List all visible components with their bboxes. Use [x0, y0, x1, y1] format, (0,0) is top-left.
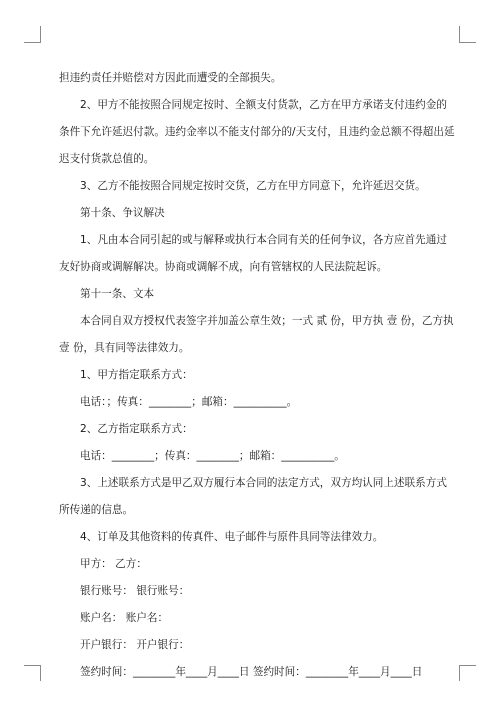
- crop-mark-top-left: [40, 26, 41, 42]
- text-line: 账户名： 账户名：: [80, 612, 169, 624]
- text-line: 2、乙方指定联系方式：: [80, 423, 193, 435]
- crop-mark-top-right: [459, 26, 460, 42]
- text-line: 银行账号： 银行账号：: [80, 585, 190, 597]
- text-line: 条件下允许延迟付款。违约金率以不能支付部分的/天支付，且违约金总额不得超出延: [59, 126, 455, 138]
- text-line: 3、乙方不能按照合同规定按时交货，乙方在甲方同意下，允许延迟交货。: [80, 180, 426, 192]
- text-line: 4、订单及其他资料的传真件、电子邮件与原件具同等法律效力。: [80, 531, 384, 543]
- text-line: 友好协商或调解解决。协商或调解不成，向有管辖权的人民法院起诉。: [59, 261, 388, 273]
- text-line: 1、甲方指定联系方式：: [80, 369, 193, 381]
- crop-mark-top-left-h: [24, 42, 41, 43]
- text-line: 所传递的信息。: [59, 504, 134, 516]
- text-line: 签约时间：________年____月____日 签约时间：________年____月____日: [80, 666, 423, 678]
- text-line: 1、凡由本合同引起的或与解释或执行本合同有关的任何争议，各方应首先通过: [80, 234, 447, 246]
- crop-mark-bottom-right-h: [459, 665, 476, 666]
- crop-mark-bottom-left-h: [24, 665, 41, 666]
- text-line: 壹 份，具有同等法律效力。: [59, 342, 190, 354]
- text-line: 迟支付货款总值的。: [59, 153, 155, 165]
- text-line: 甲方： 乙方：: [80, 558, 147, 570]
- text-line: 本合同自双方授权代表签字并加盖公章生效；一式 贰 份，甲方执 壹 份，乙方执: [80, 315, 454, 327]
- crop-mark-top-right-h: [459, 42, 476, 43]
- crop-mark-bottom-right: [459, 665, 460, 681]
- section-heading: 第十条、争议解决: [80, 207, 165, 219]
- crop-mark-bottom-left: [40, 665, 41, 681]
- text-line: 担违约责任并赔偿对方因此而遭受的全部损失。: [59, 72, 282, 84]
- text-line: 电话：；传真：________；邮箱：__________。: [80, 396, 298, 408]
- text-line: 电话：________；传真：________；邮箱：__________。: [80, 450, 345, 462]
- text-line: 开户银行： 开户银行：: [80, 639, 190, 651]
- text-line: 3、上述联系方式是甲乙双方履行本合同的法定方式，双方均认同上述联系方式: [80, 477, 447, 489]
- section-heading: 第十一条、文本: [80, 288, 155, 300]
- text-line: 2、甲方不能按照合同规定按时、全额支付货款，乙方在甲方承诺支付违约金的: [80, 99, 447, 111]
